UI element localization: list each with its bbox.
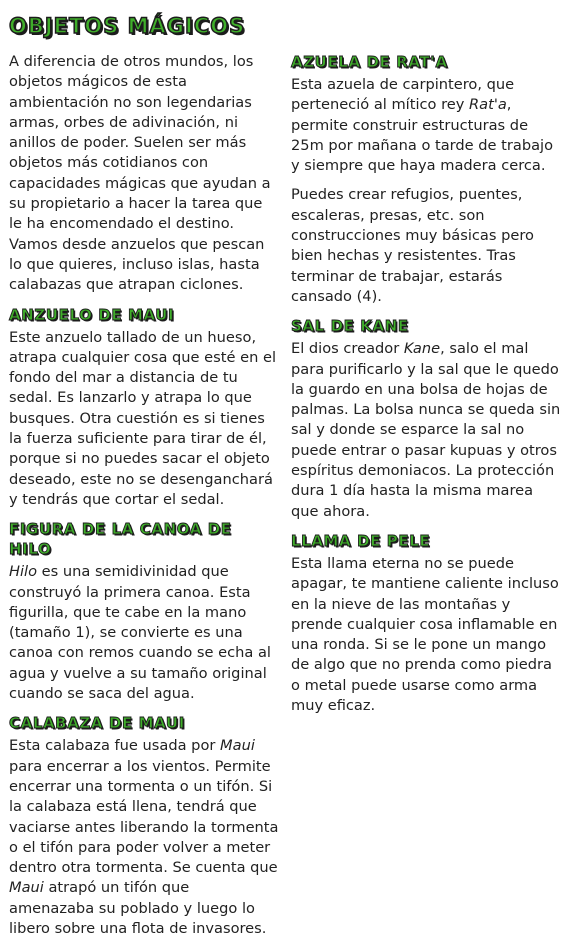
section-heading-anzuelo: ANZUELO DE MAUI bbox=[9, 305, 175, 324]
section-heading-sal: SAL DE KANE bbox=[291, 317, 409, 336]
section-heading-calabaza: CALABAZA DE MAUI bbox=[9, 714, 185, 733]
azuela-text-b: , permite construir estructuras de 25m por mañana o tarde de trabajo y siempre que haya madera cerca. bbox=[291, 96, 554, 175]
sal-paragraph bbox=[291, 339, 561, 522]
right-column bbox=[291, 52, 561, 725]
anzuelo-paragraph: Este anzuelo tallado de un hueso, atrapa cualquier cosa que esté en el fondo del mar a distancia de tu sedal. Es lanzarlo y atrapa lo que busques. Otra cuestión es si tienes la fuerza suficiente para tirar de él, porque si no puedes sacar el objeto deseado, este no se desenganchará y tendrás que cortar el sedal. bbox=[9, 328, 276, 508]
page-title: OBJETOS MÁGICOS bbox=[9, 14, 246, 38]
intro-paragraph: A diferencia de otros mundos, los objetos mágicos de esta ambientación no son legendarias armas, orbes de adivinación, ni anillos de poder. Suelen ser más objetos más cotidianos con capacidades mágicas que ayudan a su propietario a hacer la tarea que le ha encomendado el destino. Vamos desde anzuelos que pescan lo que quieres, incluso islas, hasta calabazas que atrapan ciclones. bbox=[9, 53, 271, 294]
figura-paragraph bbox=[9, 562, 279, 704]
calabaza-paragraph bbox=[9, 736, 279, 939]
azuela-text-a: Esta azuela de carpintero, que perteneció al mítico rey bbox=[291, 76, 515, 114]
section-heading-llama: LLAMA DE PELE bbox=[291, 531, 431, 550]
calabaza-text-b: para encerrar a los vientos. Permite encerrar una tormenta o un tifón. Si la calabaza está llena, tendrá que vaciarse antes liberando la tormenta o el tifón para poder volver a meter dentro otra tormenta. Se cuenta que bbox=[9, 757, 279, 877]
calabaza-text-c: atrapó un tifón que amenazaba su poblado y luego lo libero sobre una flota de invasores. bbox=[9, 879, 267, 937]
maui-name: Maui bbox=[220, 737, 255, 755]
calabaza-text-a: Esta calabaza fue usada por bbox=[9, 737, 221, 755]
hilo-name: Hilo bbox=[9, 563, 38, 581]
kane-name: Kane bbox=[403, 340, 441, 358]
maui-name-2: Maui bbox=[9, 879, 44, 897]
section-heading-azuela: AZUELA DE RAT'A bbox=[291, 53, 448, 71]
sal-text-a: El dios creador bbox=[291, 340, 404, 358]
figura-text: es una semidivinidad que construyó la primera canoa. Esta figurilla, que te cabe en la mano (tamaño 1), se convierte es una canoa con remos cuando se echa al agua y vuelve a su tamaño original cuando se saca del agua. bbox=[9, 563, 271, 703]
left-column bbox=[9, 52, 279, 948]
section-heading-figura: FIGURA DE LA CANOA DE HILO bbox=[9, 520, 232, 559]
llama-paragraph: Esta llama eterna no se puede apagar, te mantiene caliente incluso en la nieve de las montañas y prende cualquier cosa inflamable en una ronda. Si se le pone un mango de algo que no prenda como piedra o metal puede usarse como arma muy eficaz. bbox=[291, 554, 559, 715]
rata-name: Rat'a bbox=[469, 96, 507, 114]
sal-text-b: , salo el mal para purificarlo y la sal que le quedo la guardo en una bolsa de hojas de palmas. La bolsa nunca se queda sin sal y donde se esparce la sal no puede entrar o pasar kupuas y otros espíritus demoniacos. La protección dura 1 día hasta la misma marea que ahora. bbox=[291, 340, 561, 520]
azuela-paragraph-2: Puedes crear refugios, puentes, escaleras, presas, etc. son construcciones muy básicas pero bien hechas y resistentes. Tras terminar de trabajar, estarás cansado (4). bbox=[291, 186, 534, 305]
azuela-paragraph-1 bbox=[291, 75, 561, 176]
